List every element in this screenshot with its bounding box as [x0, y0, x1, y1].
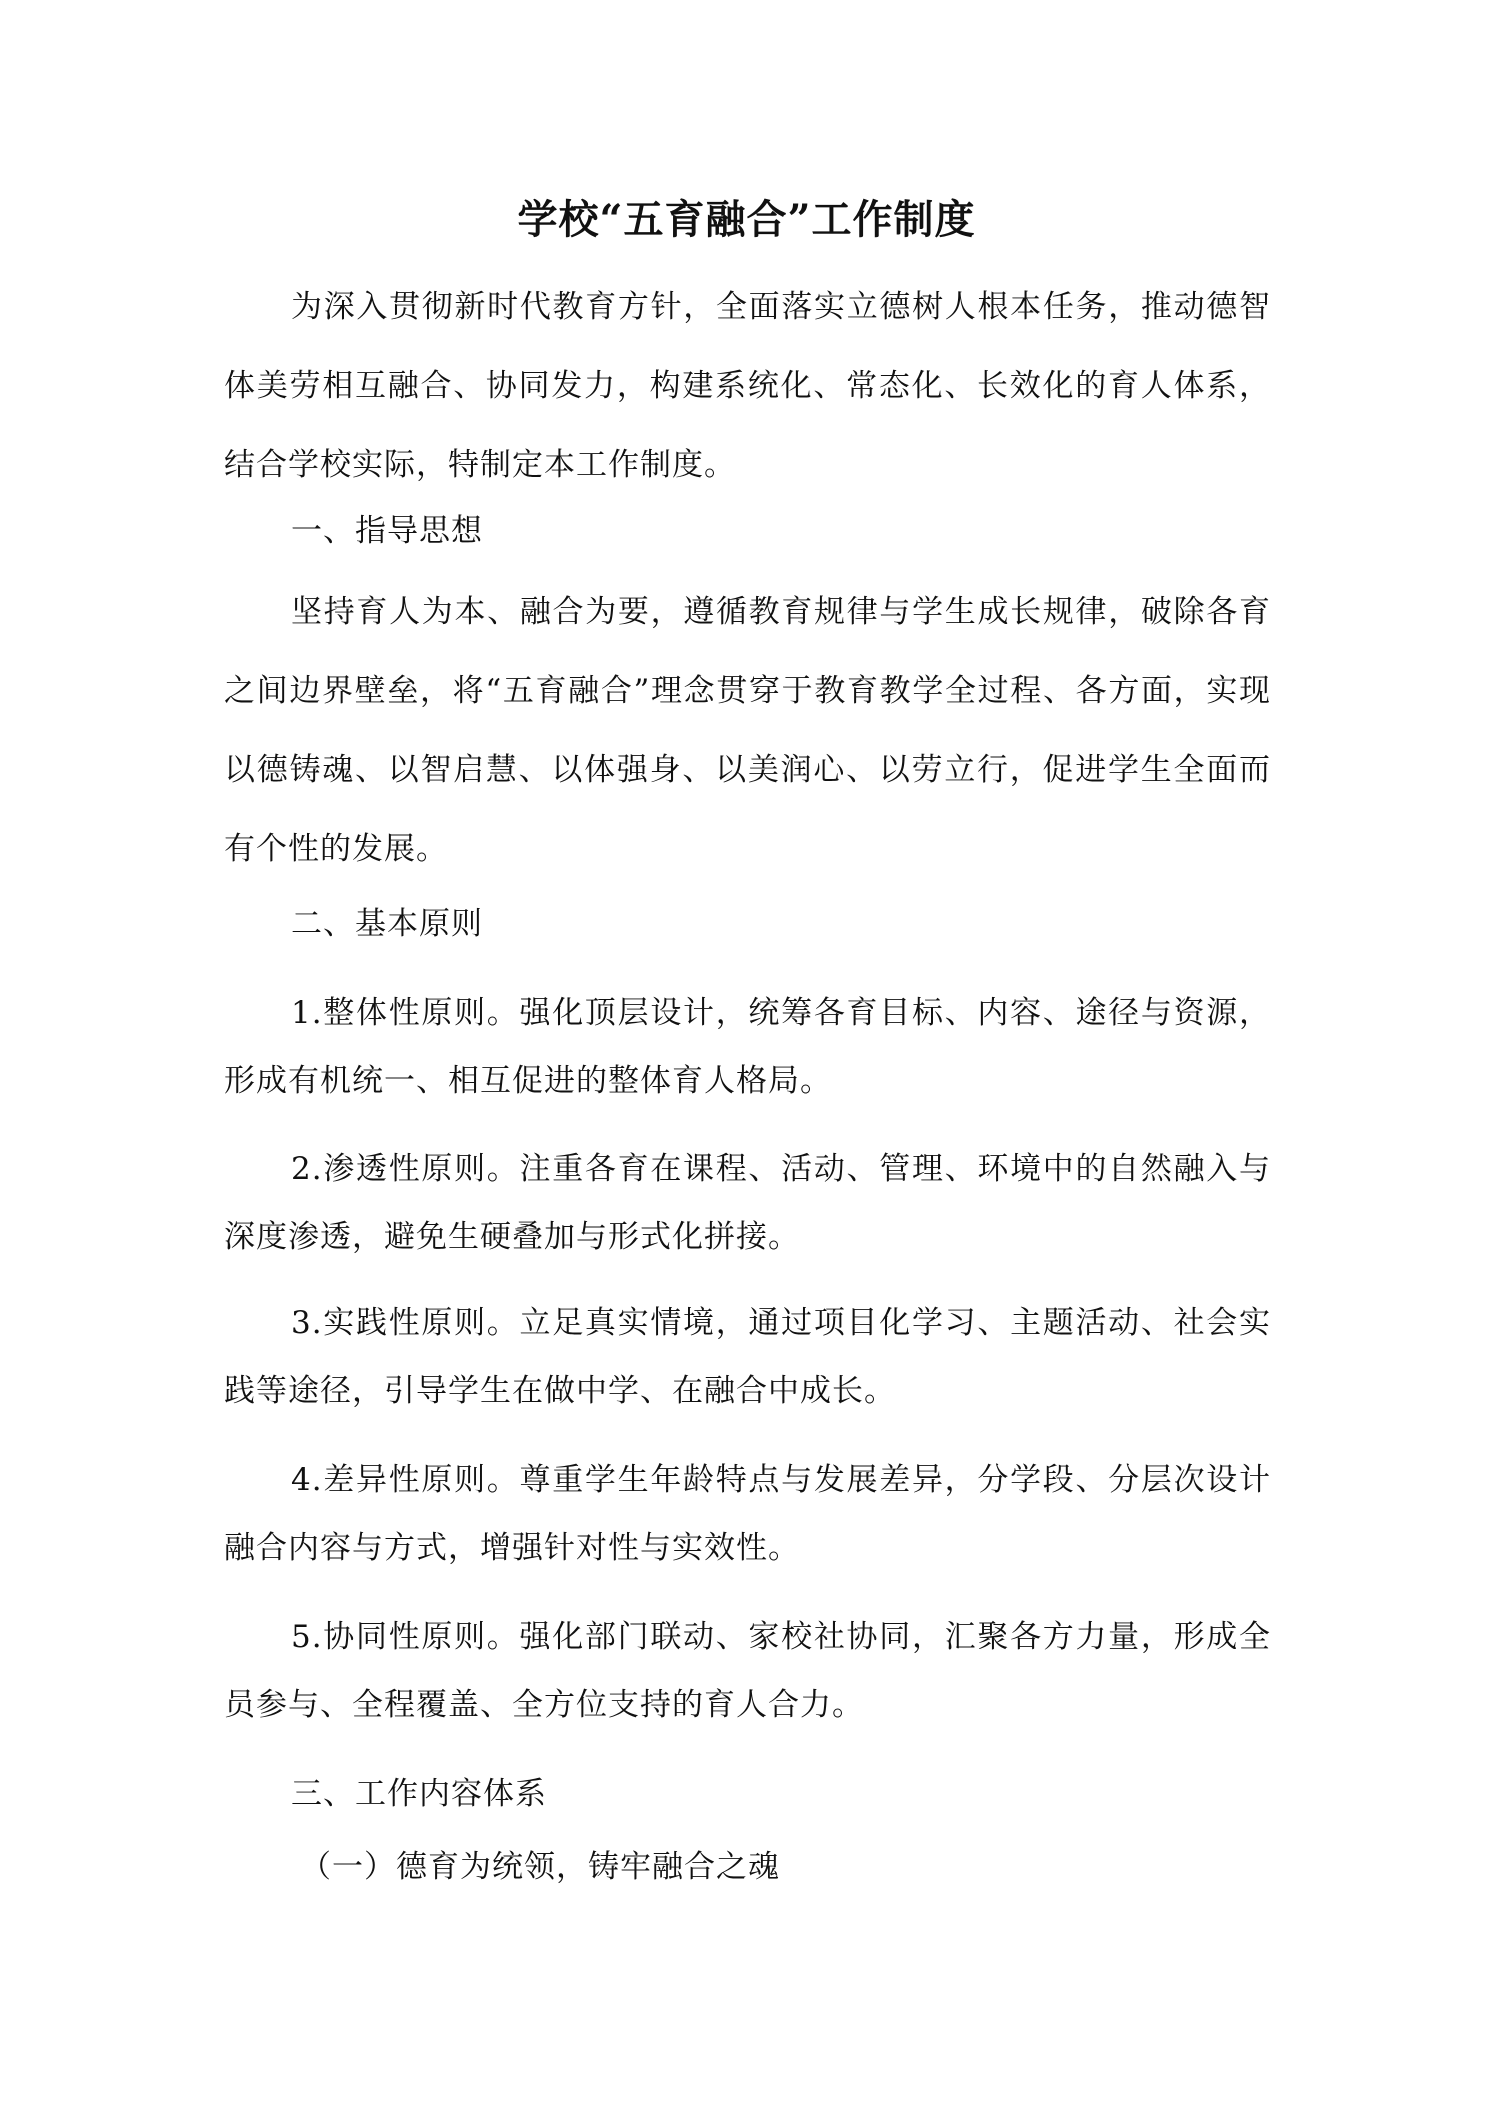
section-heading-basic-principles: 二、基本原则: [291, 906, 483, 942]
guiding-ideology-paragraph: 坚持育人为本、融合为要，遵循教育规律与学生成长规律，破除各育之间边界壁垒，将“五育融合”理念贯穿于教育教学全过程、各方面，实现以德铸魂、以智启慧、以体强身、以美润心、以劳立行，促进学生全面而有个性的发展。: [224, 594, 1271, 867]
principle-item-2: 2.渗透性原则。注重各育在课程、活动、管理、环境中的自然融入与深度渗透，避免生硬叠加与形式化拼接。: [224, 1151, 1271, 1255]
principle-item-1: 1.整体性原则。强化顶层设计，统筹各育目标、内容、途径与资源，形成有机统一、相互促进的整体育人格局。: [224, 995, 1271, 1099]
section-heading-guiding-ideology: 一、指导思想: [291, 513, 483, 549]
intro-paragraph: 为深入贯彻新时代教育方针，全面落实立德树人根本任务，推动德智体美劳相互融合、协同发力，构建系统化、常态化、长效化的育人体系，结合学校实际，特制定本工作制度。: [224, 289, 1271, 483]
document-title: 学校“五育融合”工作制度: [517, 196, 976, 243]
subsection-heading-moral-education: （一）德育为统领，铸牢融合之魂: [300, 1849, 780, 1885]
principle-item-4: 4.差异性原则。尊重学生年龄特点与发展差异，分学段、分层次设计融合内容与方式，增强针对性与实效性。: [224, 1462, 1271, 1566]
section-heading-work-content: 三、工作内容体系: [291, 1776, 547, 1812]
principle-item-5: 5.协同性原则。强化部门联动、家校社协同，汇聚各方力量，形成全员参与、全程覆盖、全方位支持的育人合力。: [224, 1619, 1271, 1723]
principle-item-3: 3.实践性原则。立足真实情境，通过项目化学习、主题活动、社会实践等途径，引导学生在做中学、在融合中成长。: [224, 1305, 1271, 1409]
